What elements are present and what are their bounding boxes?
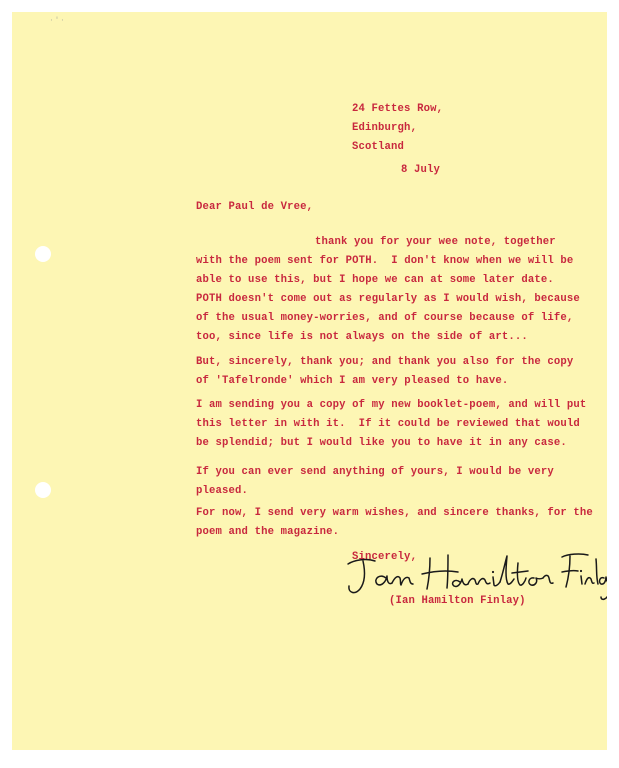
paragraph-3-line-1: I am sending you a copy of my new booklet-poem, and will put [196,399,587,411]
paper-speck: · ' · [50,16,64,26]
paragraph-4-line-1: If you can ever send anything of yours, I would be very [196,466,554,478]
paragraph-5-line-2: poem and the magazine. [196,526,340,538]
paragraph-1-line-5: of the usual money-worries, and of course because of life, [196,312,574,324]
address-line-street: 24 Fettes Row, [352,103,444,115]
salutation: Dear Paul de Vree, [196,201,314,213]
punch-hole-top [35,246,51,262]
paragraph-1-line-4: POTH doesn't come out as regularly as I would wish, because [196,293,580,305]
paragraph-2-line-1: But, sincerely, thank you; and thank you also for the copy [196,356,574,368]
letter-page [12,12,607,750]
paragraph-4-line-2: pleased. [196,485,249,497]
paragraph-1-line-6: too, since life is not always on the side of art... [196,331,528,343]
address-line-country: Scotland [352,141,405,153]
paragraph-3-line-2: this letter in with it. If it could be reviewed that would [196,418,580,430]
typed-name: (Ian Hamilton Finlay) [389,595,526,607]
closing: Sincerely, [352,551,418,563]
punch-hole-bottom [35,482,51,498]
address-line-city: Edinburgh, [352,122,418,134]
paragraph-1-line-1: thank you for your wee note, together [315,236,556,248]
paragraph-1-line-2: with the poem sent for POTH. I don't know when we will be [196,255,574,267]
paragraph-3-line-3: be splendid; but I would like you to have it in any case. [196,437,567,449]
paragraph-5-line-1: For now, I send very warm wishes, and sincere thanks, for the [196,507,593,519]
paragraph-1-line-3: able to use this, but I hope we can at some later date. [196,274,554,286]
letter-date: 8 July [401,164,441,176]
paragraph-2-line-2: of 'Tafelronde' which I am very pleased to have. [196,375,509,387]
